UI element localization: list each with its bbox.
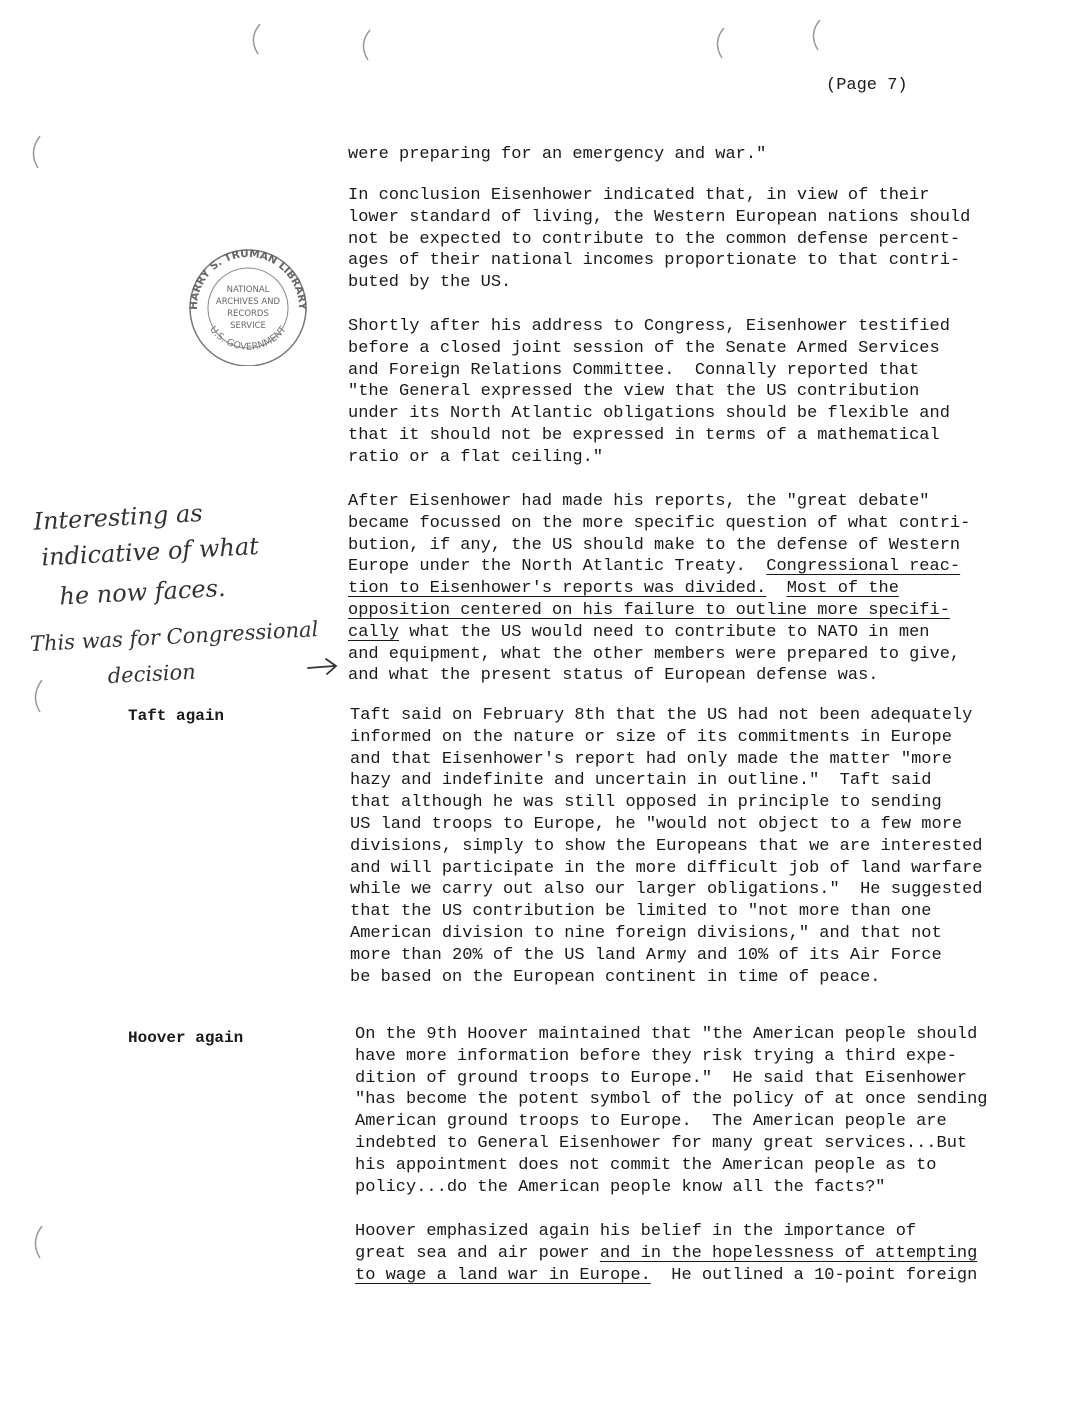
paragraph-line: lower standard of living, the Western European nations should bbox=[348, 207, 971, 227]
handwritten-line-1: Interesting as bbox=[32, 498, 204, 536]
stamp-bottom-text: U.S. GOVERNMENT bbox=[207, 324, 289, 353]
paragraph-line: that the US contribution be limited to "not more than one bbox=[350, 902, 932, 922]
paragraph-line: and will participate in the more difficult job of land warfare bbox=[350, 858, 983, 878]
handwritten-line-4: This was for Congressional bbox=[29, 617, 319, 657]
page-mark-top-3 bbox=[708, 26, 728, 60]
paragraph-line: buted by the US. bbox=[348, 273, 512, 293]
page-number: (Page 7) bbox=[826, 76, 908, 95]
text-run: Europe under the North Atlantic Treaty. bbox=[348, 557, 767, 577]
paragraph-line: his appointment does not commit the American people as to bbox=[355, 1155, 937, 1175]
paragraph-3 bbox=[348, 316, 1038, 469]
paragraph-line: bution, if any, the US should make to the defense of Western bbox=[348, 535, 961, 555]
handwritten-line-3: he now faces. bbox=[58, 573, 227, 611]
paragraph-line: informed on the nature or size of its commitments in Europe bbox=[350, 727, 952, 747]
margin-label-hoover: Hoover again bbox=[128, 1029, 244, 1047]
underlined-text: Most of the bbox=[786, 579, 899, 599]
paragraph-line bbox=[348, 600, 1038, 622]
page-mark-top-1 bbox=[244, 22, 264, 56]
underlined-text: cally bbox=[348, 622, 400, 642]
paragraph-line: that it should not be expressed in terms of a mathematical bbox=[348, 425, 940, 445]
paragraph-line: not be expected to contribute to the common defense percent- bbox=[348, 229, 961, 249]
paragraph-line: policy...do the American people know all the facts?" bbox=[355, 1177, 886, 1197]
paragraph-line: and what the present status of European defense was. bbox=[348, 666, 879, 686]
paragraph-line: American division to nine foreign divisions," and that not bbox=[350, 923, 942, 943]
paragraph-line bbox=[355, 1265, 1045, 1287]
paragraph-6 bbox=[355, 1024, 1045, 1198]
paragraph-line: ages of their national incomes proportionate to that contri- bbox=[348, 251, 961, 271]
paragraph-line: US land troops to Europe, he "would not object to a few more bbox=[350, 814, 963, 834]
paragraph-2 bbox=[348, 185, 1038, 294]
stamp-line-1: NATIONAL bbox=[226, 285, 270, 295]
underlined-text: opposition centered on his failure to outline more specifi- bbox=[348, 600, 950, 620]
paragraph-line: After Eisenhower had made his reports, the "great debate" bbox=[348, 492, 930, 511]
paragraph-line: under its North Atlantic obligations should be flexible and bbox=[348, 404, 950, 424]
paragraph-5 bbox=[350, 705, 1040, 988]
paragraph-line: more than 20% of the US land Army and 10% of its Air Force bbox=[350, 945, 942, 965]
arrow-right-icon bbox=[306, 654, 342, 678]
paragraph-line: that although he was still opposed in principle to sending bbox=[350, 793, 942, 813]
paragraph-line: hazy and indefinite and uncertain in outline." Taft said bbox=[350, 771, 932, 791]
stamp-top-text: HARRY S. TRUMAN LIBRARY bbox=[187, 247, 309, 311]
paragraph-line: while we carry out also our larger obligations." He suggested bbox=[350, 880, 983, 900]
page-mark-top-2 bbox=[354, 28, 374, 62]
handwritten-line-2: indicative of what bbox=[40, 532, 260, 572]
underlined-text: to wage a land war in Europe. bbox=[355, 1265, 651, 1285]
underlined-text: Congressional reac- bbox=[766, 557, 961, 577]
text-run: great sea and air power bbox=[355, 1243, 600, 1263]
paragraph-line: have more information before they risk trying a third expe- bbox=[355, 1046, 957, 1066]
paragraph-7 bbox=[355, 1221, 1045, 1286]
stamp-line-3: RECORDS bbox=[227, 309, 269, 319]
page-mark-top-4 bbox=[804, 18, 824, 52]
handwritten-line-5: decision bbox=[107, 659, 197, 689]
paragraph-line: dition of ground troops to Europe." He said that Eisenhower bbox=[355, 1068, 968, 1088]
page-mark-left-1 bbox=[24, 134, 44, 170]
margin-label-taft: Taft again bbox=[128, 707, 225, 725]
paragraph-line: "the General expressed the view that the US contribution bbox=[348, 382, 920, 402]
paragraph-line: and that Eisenhower's report had only made the matter "more bbox=[350, 749, 952, 769]
paragraph-line: and Foreign Relations Committee. Connally reported that bbox=[348, 360, 920, 380]
stamp-line-2: ARCHIVES AND bbox=[215, 297, 281, 307]
handwritten-note bbox=[15, 492, 355, 714]
paragraph-line: became focussed on the more specific question of what contri- bbox=[348, 513, 971, 533]
text-run: what the US would need to contribute to NATO in men bbox=[399, 622, 930, 642]
underlined-text: and in the hopelessness of attempting bbox=[599, 1243, 978, 1263]
paragraph-line: Hoover emphasized again his belief in the importance of bbox=[355, 1222, 917, 1241]
paragraph-line: divisions, simply to show the Europeans that we are interested bbox=[350, 836, 983, 856]
paragraph-line: On the 9th Hoover maintained that "the American people should bbox=[355, 1025, 978, 1044]
paragraph-line: In conclusion Eisenhower indicated that, in view of their bbox=[348, 186, 930, 205]
paragraph-line: were preparing for an emergency and war." bbox=[348, 145, 767, 164]
paragraph-line: "has become the potent symbol of the policy of at once sending bbox=[355, 1090, 988, 1110]
archive-stamp bbox=[183, 246, 313, 371]
paragraph-line: be based on the European continent in time of peace. bbox=[350, 967, 881, 987]
paragraph-1 bbox=[348, 144, 1038, 166]
paragraph-line: Taft said on February 8th that the US had not been adequately bbox=[350, 706, 973, 725]
paragraph-4 bbox=[348, 491, 1038, 687]
paragraph-line bbox=[348, 556, 1038, 578]
paragraph-line: American ground troops to Europe. The American people are bbox=[355, 1112, 947, 1132]
text-run bbox=[766, 579, 786, 598]
stamp-line-4: SERVICE bbox=[230, 321, 266, 331]
paragraph-line: before a closed joint session of the Senate Armed Services bbox=[348, 338, 940, 358]
paragraph-line: ratio or a flat ceiling." bbox=[348, 447, 604, 467]
paragraph-line: Shortly after his address to Congress, Eisenhower testified bbox=[348, 317, 950, 336]
text-run: He outlined a 10-point foreign bbox=[650, 1265, 978, 1285]
paragraph-line bbox=[348, 578, 1038, 600]
paragraph-line bbox=[355, 1243, 1045, 1265]
paragraph-line: and equipment, what the other members were prepared to give, bbox=[348, 644, 961, 664]
page-mark-left-3 bbox=[26, 1224, 46, 1260]
underlined-text: tion to Eisenhower's reports was divided. bbox=[348, 579, 767, 599]
paragraph-line: indebted to General Eisenhower for many great services...But bbox=[355, 1133, 968, 1153]
paragraph-line bbox=[348, 622, 1038, 644]
